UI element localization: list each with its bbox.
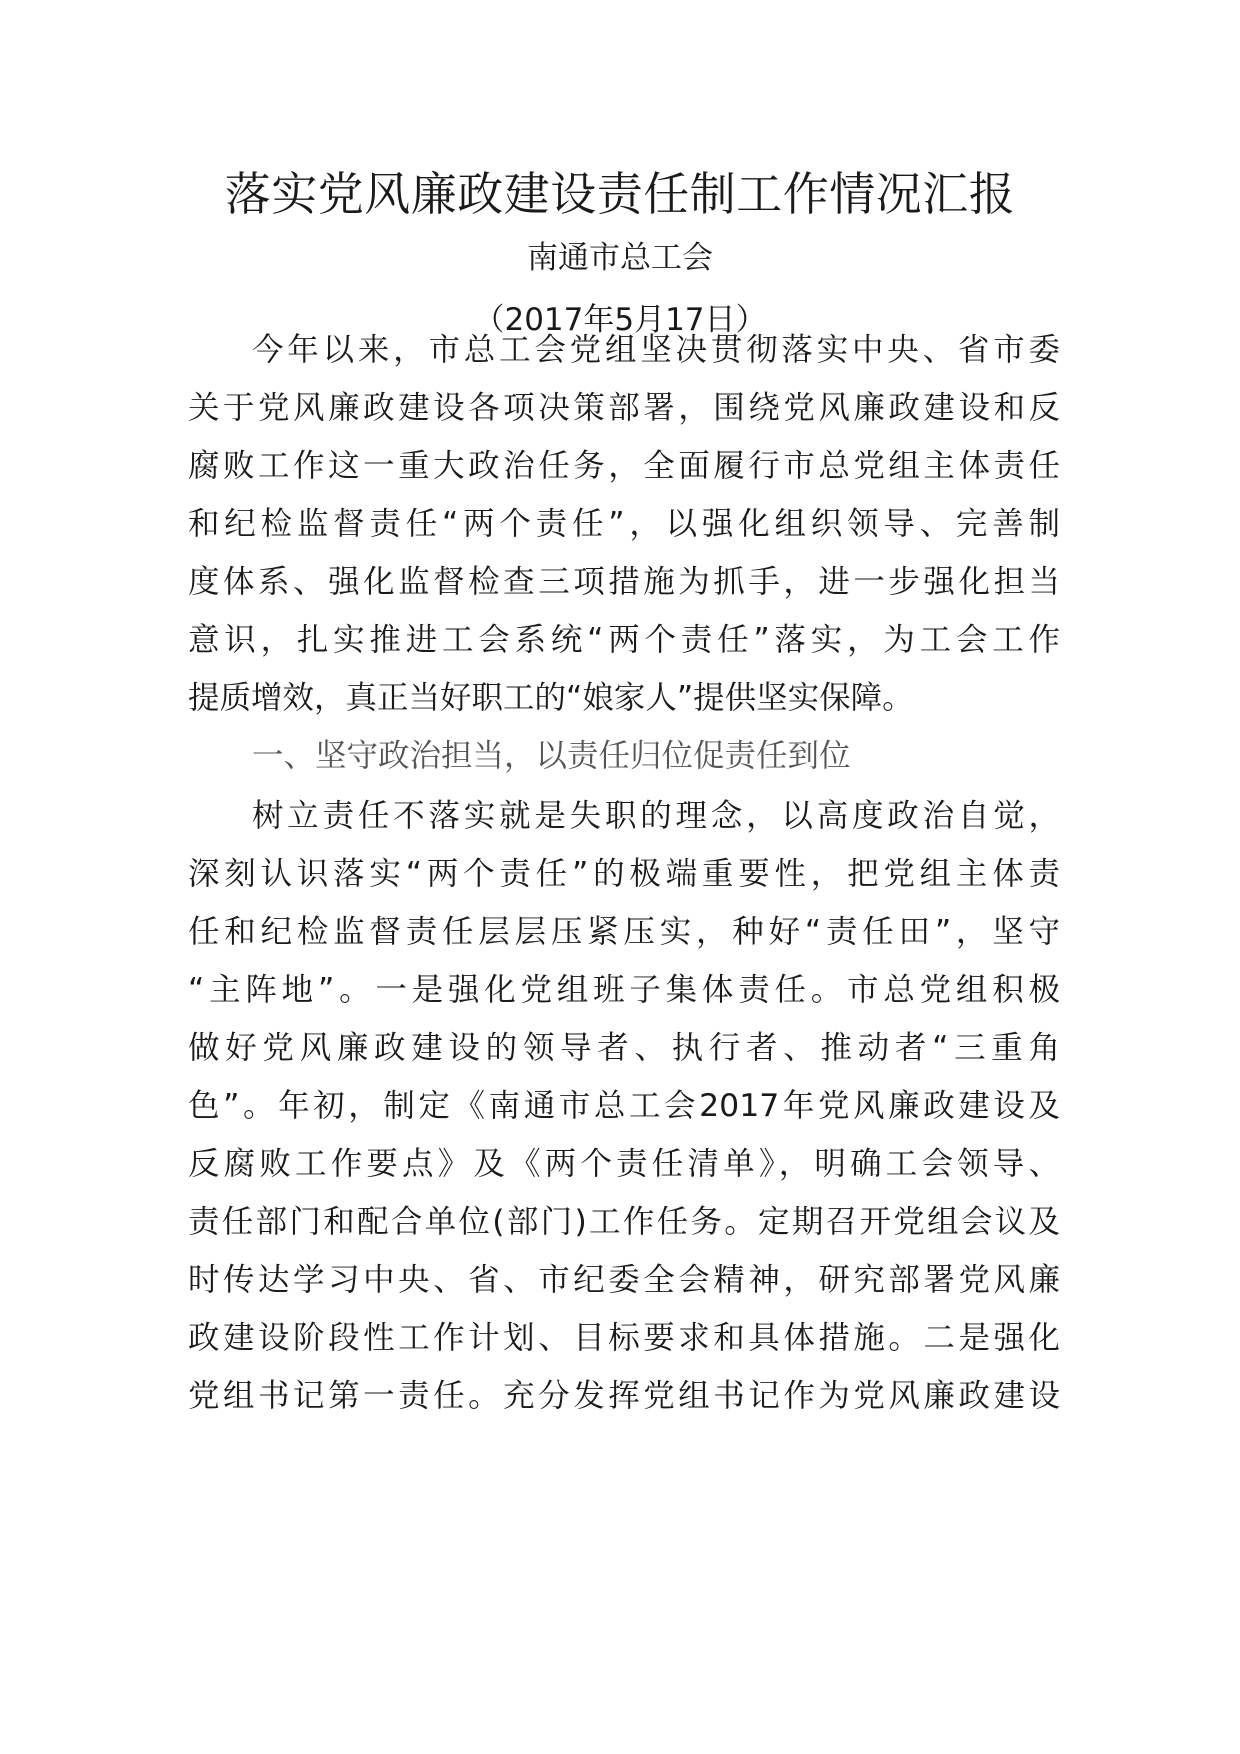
paragraph-2-line: 反腐败工作要点》及《两个责任清单》，明确工会领导、 [188,1146,1060,1182]
paragraph-2-line: 责任部门和配合单位(部门)工作任务。定期召开党组会议及 [188,1204,1060,1240]
paragraph-1-line: 度体系、强化监督检查三项措施为抓手，进一步强化担当 [188,564,1060,600]
paragraph-2-line: 色”。年初，制定《南通市总工会2017年党风廉政建设及 [188,1088,1060,1124]
paragraph-2-line: 党组书记第一责任。充分发挥党组书记作为党风廉政建设 [188,1378,1060,1414]
paragraph-1-line: 和纪检监督责任“两个责任”，以强化组织领导、完善制 [188,506,1060,542]
document-organization: 南通市总工会 [527,240,713,276]
paragraph-1-line: 意识，扎实推进工会系统“两个责任”落实，为工会工作 [188,622,1060,658]
paragraph-2-line: “主阵地”。一是强化党组班子集体责任。市总党组积极 [188,972,1060,1008]
section-heading: 一、坚守政治担当，以责任归位促责任到位 [252,738,851,774]
paragraph-2-line: 政建设阶段性工作计划、目标要求和具体措施。二是强化 [188,1320,1060,1356]
paragraph-1-line: 腐败工作这一重大政治任务，全面履行市总党组主体责任 [188,448,1060,484]
paragraph-2-line: 任和纪检监督责任层层压紧压实，种好“责任田”，坚守 [188,914,1060,950]
document-date: （2017年5月17日） [473,302,767,338]
paragraph-2-line: 做好党风廉政建设的领导者、执行者、推动者“三重角 [188,1030,1060,1066]
paragraph-2-line: 深刻认识落实“两个责任”的极端重要性，把党组主体责 [188,856,1060,892]
paragraph-2-line: 时传达学习中央、省、市纪委全会精神，研究部署党风廉 [188,1262,1060,1298]
paragraph-1-line: 今年以来，市总工会党组坚决贯彻落实中央、省市委 [252,332,1060,368]
paragraph-1-line: 关于党风廉政建设各项决策部署，围绕党风廉政建设和反 [188,390,1060,426]
document-title: 落实党风廉政建设责任制工作情况汇报 [224,167,1016,221]
paragraph-2-line: 树立责任不落实就是失职的理念，以高度政治自觉， [252,798,1060,834]
paragraph-1-line: 提质增效，真正当好职工的“娘家人”提供坚实保障。 [188,680,914,716]
